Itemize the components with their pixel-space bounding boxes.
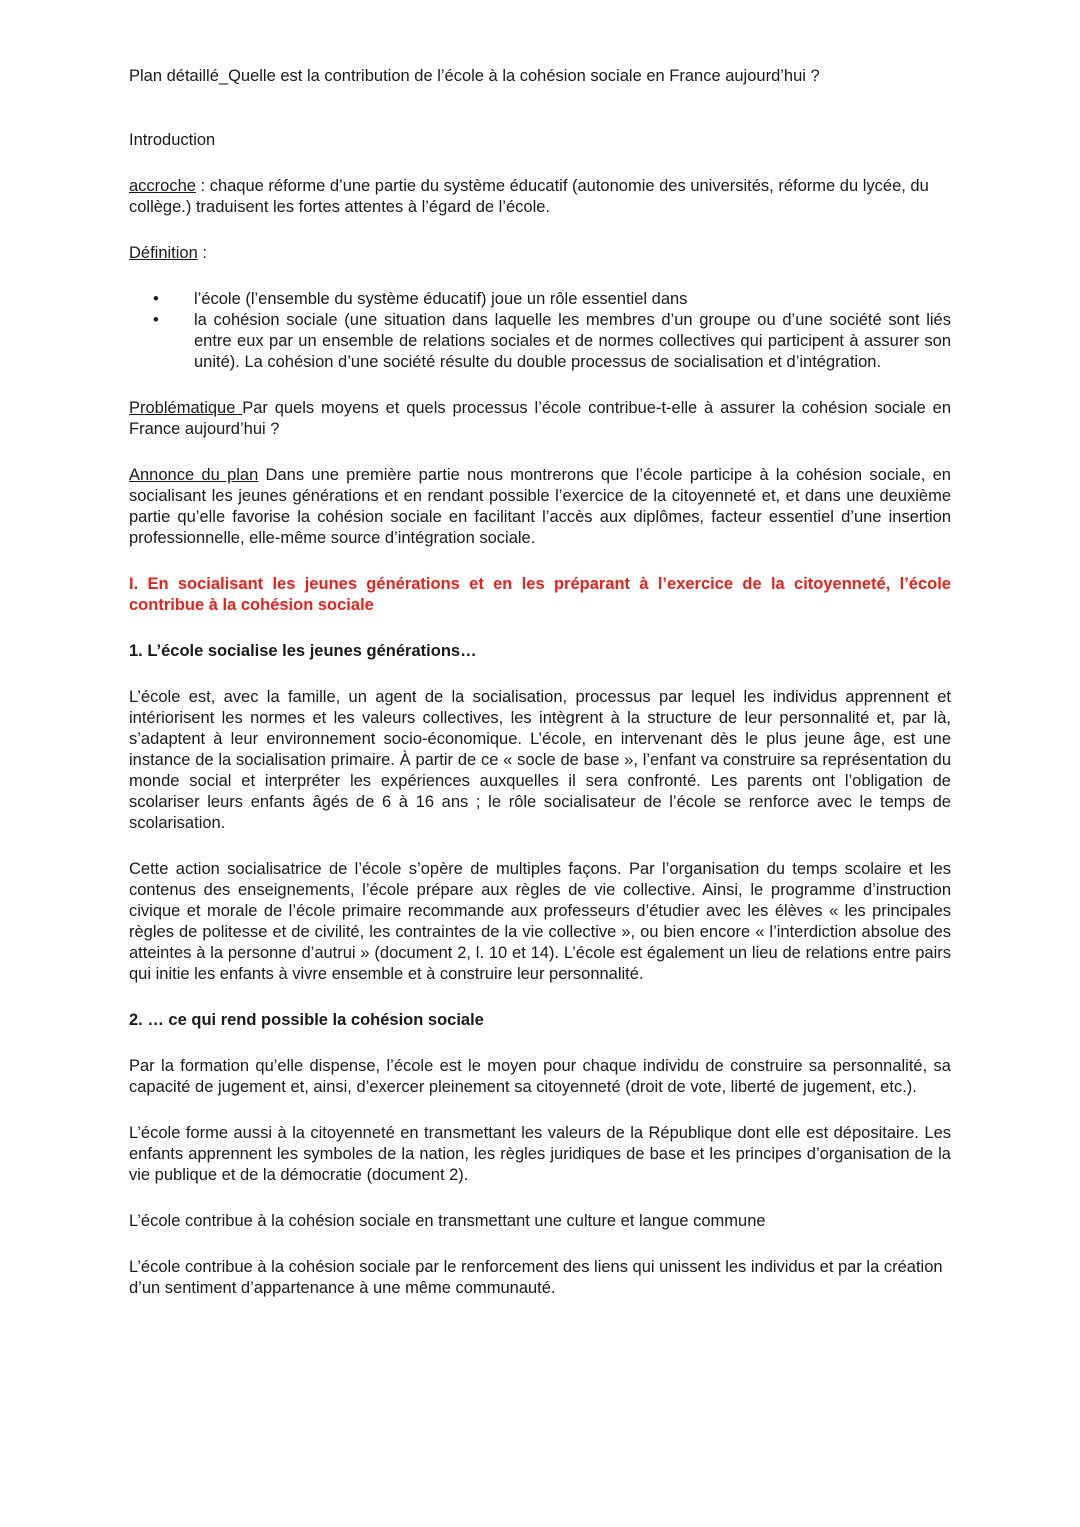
problematique-text: Par quels moyens et quels processus l’école contribue-t-elle à assurer la cohésion sociale en France aujourd’hui ? (129, 399, 951, 438)
annonce-label: Annonce du plan (129, 466, 259, 484)
definition-heading (129, 243, 951, 264)
list-item (153, 289, 951, 310)
problematique-paragraph (129, 398, 951, 440)
accroche-paragraph (129, 176, 951, 218)
body-paragraph: Cette action socialisatrice de l’école s’opère de multiples façons. Par l’organisation du temps scolaire et les contenus des enseignements, l’école prépare aux règles de vie collective. Ainsi, le programme d’instruction civique et morale de l’école primaire recommande aux professeurs d’étudier avec les élèves « les principales règles de politesse et de civilité, les contraintes de la vie collective », ou bien encore « l’interdiction absolue des atteintes à la personne d’autrui » (document 2, l. 10 et 14). L’école est également un lieu de relations entre pairs qui initie les enfants à vivre ensemble et à construire leur personnalité. (129, 860, 951, 983)
document-title: Plan détaillé_Quelle est la contribution de l’école à la cohésion sociale en France aujourd’hui ? (129, 67, 820, 85)
definition-item-text: la cohésion sociale (une situation dans laquelle les membres d’un groupe ou d’une société sont liés entre eux par un ensemble de relations sociales et de normes collectives qui participent à assurer son unité). La cohésion d’une société résulte du double processus de socialisation et d’intégration. (194, 311, 951, 371)
definition-suffix: : (197, 244, 207, 262)
bullet-icon: • (153, 290, 159, 308)
annonce-paragraph (129, 465, 951, 549)
definition-label: Définition (129, 244, 198, 262)
section-two-title: 2. … ce qui rend possible la cohésion sociale (129, 1011, 484, 1029)
body-paragraph: L’école est, avec la famille, un agent de la socialisation, processus par lequel les individus apprennent et intériorisent les normes et les valeurs collectives, les intègrent à la structure de leur personnalité et, par là, s’adaptent à leur environnement socio-économique. L’école, en intervenant dès le plus jeune âge, est une instance de la socialisation primaire. À partir de ce « socle de base », l’enfant va construire sa représentation du monde social et interpréter les expériences auxquelles il sera confronté. Les parents ont l’obligation de scolariser leurs enfants âgés de 6 à 16 ans ; le rôle socialisateur de l’école se renforce avec le temps de scolarisation. (129, 688, 951, 832)
list-item (153, 310, 951, 373)
section-one-title: 1. L’école socialise les jeunes générations… (129, 642, 477, 660)
body-paragraph: L’école contribue à la cohésion sociale en transmettant une culture et langue commune (129, 1212, 766, 1230)
part-one-title: I. En socialisant les jeunes générations et en les préparant à l’exercice de la citoyenneté, l’école contribue à la cohésion sociale (129, 575, 951, 614)
definition-list (129, 289, 951, 373)
introduction-heading: Introduction (129, 131, 216, 149)
body-paragraph: Par la formation qu’elle dispense, l’école est le moyen pour chaque individu de construire sa personnalité, sa capacité de jugement et, ainsi, d’exercer pleinement sa citoyenneté (droit de vote, liberté de jugement, etc.). (129, 1057, 951, 1096)
bullet-icon: • (153, 311, 159, 329)
annonce-text: Dans une première partie nous montrerons que l’école participe à la cohésion sociale, en socialisant les jeunes générations et en rendant possible l’exercice de la citoyenneté et, et dans une deuxième partie qu’elle favorise la cohésion sociale en facilitant l’accès aux diplômes, facteur essentiel d’une insertion professionnelle, elle-même source d’intégration sociale. (129, 466, 951, 547)
accroche-label: accroche (129, 177, 196, 195)
body-paragraph: L’école contribue à la cohésion sociale par le renforcement des liens qui unissent les individus et par la création d’un sentiment d’appartenance à une même communauté. (129, 1258, 943, 1297)
problematique-label: Problématique (129, 399, 243, 417)
accroche-text: : chaque réforme d’une partie du système éducatif (autonomie des universités, réforme du lycée, du collège.) traduisent les fortes attentes à l’égard de l’école. (129, 177, 929, 216)
body-paragraph: L’école forme aussi à la citoyenneté en transmettant les valeurs de la République dont elle est dépositaire. Les enfants apprennent les symboles de la nation, les règles juridiques de base et les principes d’organisation de la vie publique et de la démocratie (document 2). (129, 1124, 951, 1184)
definition-item-text: l’école (l’ensemble du système éducatif) joue un rôle essentiel dans (194, 290, 688, 308)
